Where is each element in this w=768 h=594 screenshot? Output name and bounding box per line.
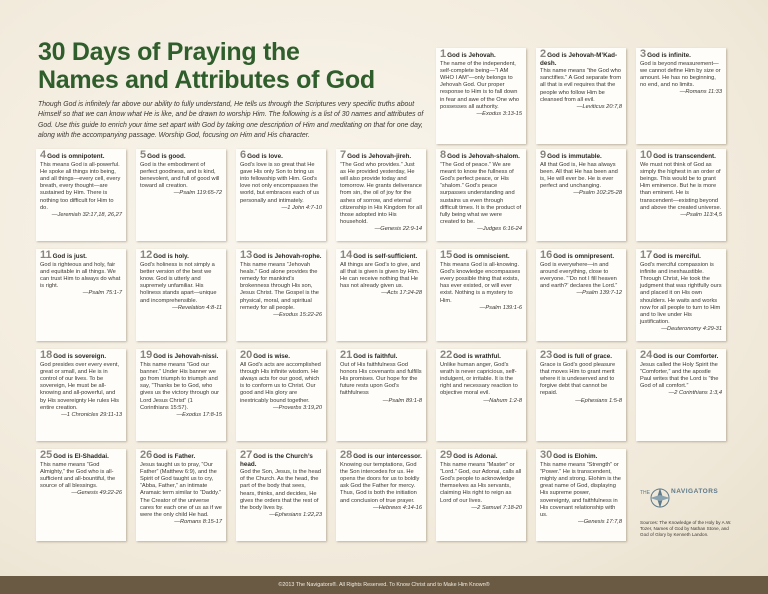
scripture-reference: —Exodus 15:22-26: [273, 311, 322, 318]
day-card: [536, 48, 626, 144]
day-number: 1: [440, 48, 447, 60]
day-card: [36, 449, 126, 541]
day-card: [136, 249, 226, 341]
card-body: God is everywhere—in and around everything, close to everyone. “‘Do not I fill heaven and earth?’ declares the Lord.”: [540, 261, 618, 290]
day-number: 22: [440, 349, 453, 361]
card-body: God is righteous and holy, fair and equitable in all things. We can trust Him to always do what is right.: [40, 261, 121, 290]
scripture-reference: —Exodus 3:13-15: [476, 110, 522, 117]
card-heading: [140, 149, 222, 161]
card-body: This name means “Master” or “Lord.” God, our Adonai, calls all God’s people to acknowledge themselves as His servants, claiming His right to reign as Lord of our lives.: [440, 461, 522, 504]
card-title: God is holy.: [153, 253, 189, 260]
day-card: [336, 249, 426, 341]
card-heading: [640, 249, 722, 261]
card-heading: [340, 349, 422, 361]
card-body: This name means “Strength” or “Power.” He is transcendent, mighty and strong. Elohim is the great name of God, displaying His supreme power, sovereignty, and faithfulness in His covenant relationship with us.: [540, 461, 621, 518]
card-body: The name of the independent, self-complete being—“I AM WHO I AM”—only belongs to Jehovah God. Our proper response to Him is to fall down in fear and awe of the One who possesses all authority.: [440, 60, 520, 110]
card-body: This name means “God our banner.” Under His banner we go from triumph to triumph and say, “Thanks be to God, who gives us the victory through our Lord Jesus Christ” (1 Corinthians 15:57).: [140, 361, 220, 411]
day-number: 6: [240, 149, 247, 161]
day-card: [636, 349, 726, 441]
card-heading: [40, 249, 122, 261]
scripture-reference: —2 Samuel 7:18-20: [471, 504, 522, 511]
day-number: 10: [640, 149, 653, 161]
scripture-reference: —Genesis 17:7,8: [578, 519, 622, 526]
intro-paragraph: Though God is infinitely far above our ability to fully understand, He tells us through the Scriptures very specific truths about Himself so that we can know what He is like, and be drawn to worship Him. The following is a list of 30 names and attributes of God. Use this guide to enrich your time set apart with God by taking one description of Him and meditating on that for one day, along with the accompanying passage. Worship God, focusing on Him and His character.: [38, 101, 424, 140]
card-heading: [640, 349, 722, 361]
card-title: God is good.: [147, 153, 186, 160]
card-body: Jesus taught us to pray, “Our Father” (Matthew 6:9), and the Spirit of God taught us to cry, “Abba, Father,” an intimate Aramaic term similar to “Daddy.” The Creator of the universe cares for each one of us as if we were the only child He had.: [140, 461, 222, 518]
day-number: 2: [540, 48, 547, 60]
scripture-reference: —Judges 6:16-24: [477, 226, 522, 233]
scripture-reference: —Genesis 49:22-26: [71, 490, 122, 497]
day-number: 13: [240, 249, 253, 261]
day-card: [536, 149, 626, 241]
card-heading: [240, 149, 322, 161]
card-heading: [240, 449, 322, 468]
day-card: [336, 349, 426, 441]
day-card: [436, 149, 526, 241]
day-card: [636, 149, 726, 241]
day-number: 24: [640, 349, 653, 361]
card-body: God the Son, Jesus, is the head of the Church. As the head, the part of the body that sees, hears, thinks, and decides, He gives the orders that the rest of the body lives by.: [240, 469, 321, 512]
card-title: God is Adonai.: [453, 453, 498, 460]
day-number: 28: [340, 449, 353, 461]
card-title: God is our intercessor.: [353, 453, 422, 460]
day-number: 3: [640, 48, 647, 60]
card-heading: [40, 149, 122, 161]
card-title: God is omnipresent.: [553, 253, 615, 260]
day-card: [36, 149, 126, 241]
day-card: [436, 48, 526, 144]
card-heading: [140, 449, 222, 461]
scripture-reference: —1 John 4:7-10: [281, 204, 322, 211]
footer-text: ©2013 The Navigators®. All Rights Reserved. To Know Christ and to Make Him Known®: [278, 582, 490, 588]
day-card: [136, 449, 226, 541]
card-body: We must not think of God as simply the highest in an order of beings. This would be to grant Him eminence. But he is more than eminent. He is transcendent—existing beyond and above the created universe.: [640, 161, 722, 211]
scripture-reference: —Genesis 22:9-14: [374, 226, 422, 233]
title-line-2: Names and Attributes of God: [38, 66, 375, 94]
card-title: God is merciful.: [653, 253, 701, 260]
card-title: God is immutable.: [547, 153, 602, 160]
card-body: All things are God’s to give, and all that is given is given by Him. He can receive nothing that He has not already given us.: [340, 261, 421, 290]
day-number: 12: [140, 249, 153, 261]
scripture-reference: —Psalm 139:7-12: [576, 290, 622, 297]
day-number: 25: [40, 449, 53, 461]
card-body: Out of His faithfulness God honors His covenants and fulfills His promises. Our hope for the future rests upon God’s faithfulness: [340, 361, 422, 397]
scripture-reference: —Hebrews 4:14-16: [373, 504, 422, 511]
scripture-reference: —Psalm 119:65-72: [173, 190, 222, 197]
card-body: God is the embodiment of perfect goodness, and is kind, benevolent, and full of good will toward all creation.: [140, 161, 220, 190]
card-heading: [440, 149, 522, 161]
day-number: 19: [140, 349, 153, 361]
scripture-reference: —Nahum 1:2-8: [483, 397, 522, 404]
card-body: Unlike human anger, God’s wrath is never capricious, self-indulgent, or irritable. It is the right and necessary reaction to objective moral evil.: [440, 361, 518, 397]
card-title: God is infinite.: [647, 52, 691, 59]
card-title: God is full of grace.: [553, 353, 613, 360]
day-number: 14: [340, 249, 353, 261]
day-card: [436, 349, 526, 441]
card-heading: [640, 149, 722, 161]
card-heading: [540, 349, 622, 361]
scripture-reference: —Proverbs 3:19,20: [272, 404, 322, 411]
scripture-reference: —Psalm 75:1-7: [82, 290, 122, 297]
day-number: 4: [40, 149, 47, 161]
card-title: God is our Comforter.: [653, 353, 719, 360]
card-heading: [440, 449, 522, 461]
day-card: [336, 449, 426, 541]
scripture-reference: —Romans 8:15-17: [174, 519, 222, 526]
day-number: 9: [540, 149, 547, 161]
card-title: God is sovereign.: [53, 353, 107, 360]
card-heading: [440, 48, 522, 60]
card-title: God is transcendent.: [653, 153, 716, 160]
card-body: God’s holiness is not simply a better version of the best we know. God is utterly and supremely unfamiliar. His holiness stands apart—unique and incomprehensible.: [140, 261, 217, 304]
day-card: [136, 149, 226, 241]
card-title: God is just.: [52, 253, 87, 260]
scripture-reference: —Psalm 102:25-28: [573, 190, 622, 197]
card-body: This name means “the God who sanctifies.” A God separate from all that is evil requires that the people who follow Him be cleansed from all evil.: [540, 68, 621, 103]
card-body: This name means “God Almighty,” the God who is all-sufficient and all-bountiful, the source of all blessings.: [40, 461, 116, 490]
card-title: God is Jehovah-nissi.: [153, 353, 219, 360]
card-title: God is love.: [247, 153, 283, 160]
scripture-reference: —Leviticus 20:7,8: [576, 104, 622, 111]
day-number: 27: [240, 449, 253, 461]
day-number: 20: [240, 349, 253, 361]
scripture-reference: —Exodus 17:8-15: [176, 411, 222, 418]
day-card: [236, 149, 326, 241]
day-number: 26: [140, 449, 153, 461]
day-card: [436, 449, 526, 541]
scripture-reference: —Revelation 4:8-11: [172, 304, 222, 311]
day-card: [136, 349, 226, 441]
card-heading: [140, 349, 222, 361]
card-title: God is Jehovah-M’Kad-desh.: [540, 52, 618, 67]
scripture-reference: —Psalm 113:4,5: [680, 211, 722, 218]
scripture-reference: —2 Corinthians 1:3,4: [668, 390, 722, 397]
scripture-reference: —1 Chronicles 29:11-13: [61, 411, 122, 418]
day-number: 30: [540, 449, 553, 461]
card-title: God is Father.: [153, 453, 196, 460]
card-heading: [540, 449, 622, 461]
card-title: God is Jehovah.: [447, 52, 496, 59]
card-heading: [540, 249, 622, 261]
page-title: [38, 38, 428, 94]
card-heading: [440, 349, 522, 361]
day-card: [536, 449, 626, 541]
day-card: [336, 149, 426, 241]
day-card: [536, 249, 626, 341]
title-line-1: 30 Days of Praying the: [38, 38, 300, 66]
card-title: God is the Church’s head.: [240, 453, 313, 468]
day-card: [236, 449, 326, 541]
card-title: God is wrathful.: [453, 353, 501, 360]
day-number: 29: [440, 449, 453, 461]
scripture-reference: —Deuteronomy 4:29-31: [661, 326, 722, 333]
day-number: 23: [540, 349, 553, 361]
card-body: Knowing our temptations, God the Son intercedes for us. He opens the doors for us to boldly ask God the Father for mercy. Thus, God is both the initiation and conclusion of true prayer.: [340, 461, 420, 504]
card-heading: [340, 249, 422, 261]
card-body: This name means “Jehovah heals.” God alone provides the remedy for mankind’s brokenness through His son, Jesus Christ. The Gospel is the physical, moral, and spiritual remedy for all people.: [240, 261, 319, 311]
card-title: God is Jehovah-rophe.: [253, 253, 322, 260]
card-body: All that God is, He has always been. All that He has been and is, He will ever be. He is ever perfect and unchanging.: [540, 161, 618, 190]
day-card: [36, 349, 126, 441]
day-card: [636, 249, 726, 341]
sources-note: Sources: The Knowledge of the Holy by A.W. Tozer, Names of God by Nathan Stone, and God of Glory by Kenneth Landon.: [640, 520, 732, 537]
day-card: [36, 249, 126, 341]
card-heading: [640, 48, 722, 60]
card-heading: [540, 149, 622, 161]
day-card: [236, 349, 326, 441]
day-card: [436, 249, 526, 341]
day-number: 16: [540, 249, 553, 261]
card-heading: [240, 349, 322, 361]
card-body: God presides over every event, great or small, and He is in control of our lives. To be sovereign, He must be all-knowing and all-powerful, and by His sovereignty He rules His entire creation.: [40, 361, 120, 411]
card-heading: [340, 449, 422, 461]
card-title: God is omniscient.: [453, 253, 510, 260]
footer-bar: [0, 576, 768, 594]
card-title: God is Jehovah-jireh.: [347, 153, 412, 160]
day-number: 21: [340, 349, 353, 361]
card-heading: [340, 149, 422, 161]
day-number: 7: [340, 149, 347, 161]
logo-name: NAVIGATORS: [671, 488, 719, 495]
card-title: God is El-Shaddai.: [53, 453, 109, 460]
card-heading: [40, 449, 122, 461]
card-title: God is Jehovah-shalom.: [447, 153, 520, 160]
card-body: God’s merciful compassion is infinite and inexhaustible. Through Christ, He took the judgment that was rightfully ours and placed it on His own shoulders. He waits and works now for all people to turn to Him and to live under His justification.: [640, 261, 722, 326]
logo-the: THE: [640, 490, 650, 496]
day-number: 11: [40, 249, 52, 261]
card-heading: [540, 48, 622, 67]
card-body: Jesus called the Holy Spirit the “Comforter,” and the apostle Paul writes that the Lord is “the God of all comfort.”: [640, 361, 719, 390]
card-body: “The God of peace.” We are meant to know the fullness of God’s perfect peace, or His “shalom.” God’s peace surpasses understanding and sustains us even through difficult times. It is the product of fully being what we were created to be.: [440, 161, 522, 226]
card-title: God is self-sufficient.: [353, 253, 418, 260]
card-body: This means God is all-knowing. God’s knowledge encompasses every possible thing that exists, has ever existed, or will ever exist. Nothing is a mystery to Him.: [440, 261, 521, 304]
scripture-reference: —Ephesians 1:5-8: [575, 397, 622, 404]
card-heading: [140, 249, 222, 261]
scripture-reference: —Psalm 89:1-8: [382, 397, 422, 404]
scripture-reference: —Romans 11:33: [679, 89, 722, 96]
card-title: God is omnipotent.: [47, 153, 105, 160]
day-number: 18: [40, 349, 53, 361]
scripture-reference: —Psalm 139:1-6: [479, 304, 522, 311]
card-title: God is Elohim.: [553, 453, 598, 460]
day-number: 15: [440, 249, 453, 261]
day-card: [536, 349, 626, 441]
card-body: God’s love is so great that He gave His only Son to bring us into fellowship with Him. God’s love not only encompasses the world, but embraces each of us personally and intimately.: [240, 161, 320, 204]
day-card: [636, 48, 726, 144]
card-heading: [440, 249, 522, 261]
card-body: God is beyond measurement—we cannot define Him by size or amount. He has no beginning, no end, and no limits.: [640, 60, 721, 89]
day-number: 17: [640, 249, 653, 261]
card-body: This means God is all-powerful. He spoke all things into being, and all things—every cell, every breath, every thought—are sustained by Him. There is nothing too difficult for Him to do.: [40, 161, 121, 211]
card-body: All God’s acts are accomplished through His infinite wisdom. He always acts for our good, which is to conform us to Christ. Our good and His glory are inextricably bound together.: [240, 361, 321, 404]
day-number: 5: [140, 149, 147, 161]
card-body: Grace is God’s good pleasure that moves Him to grant merit where it is undeserved and to forgive debt that cannot be repaid.: [540, 361, 616, 397]
scripture-reference: —Acts 17:24-28: [381, 290, 422, 297]
card-title: God is faithful.: [353, 353, 398, 360]
card-heading: [40, 349, 122, 361]
card-body: “The God who provides.” Just as He provided yesterday, He will also provide today and tomorrow. He grants deliverance from sin, the oil of joy for the ashes of sorrow, and eternal citizenship in His Kingdom for all those adopted into His household.: [340, 161, 422, 226]
card-heading: [240, 249, 322, 261]
day-number: 8: [440, 149, 447, 161]
scripture-reference: —Ephesians 1:22,23: [269, 512, 322, 519]
day-card: [236, 249, 326, 341]
card-title: God is wise.: [253, 353, 290, 360]
scripture-reference: —Jeremiah 32:17,18, 26,27: [51, 211, 122, 218]
